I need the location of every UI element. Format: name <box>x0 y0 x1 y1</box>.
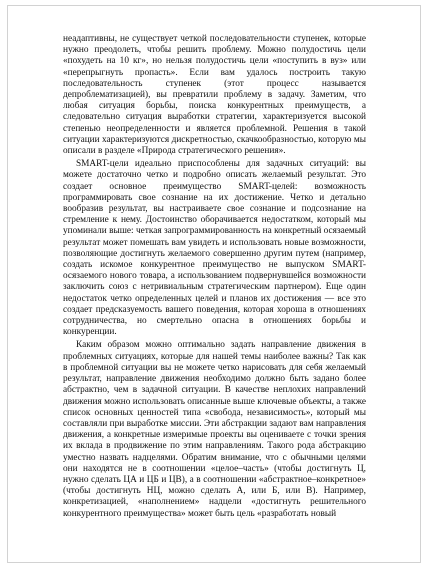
body-text <box>63 34 366 520</box>
document-page <box>7 5 421 563</box>
paragraph-1: неадаптивны, не существует четкой последовательности ступенек, которые нужно преодолеть, чтобы решить проблему. Можно полудостичь цели «похудеть на 10 кг», но нельзя полудостичь цели «поступить в вуз» или «перепрыгнуть пропасть». Если вам удалось построить такую последовательность ступенек (этот процесс называется депроблематизацией), вы превратили проблему в задачу. Заметим, что любая ситуация борьбы, поиска конкурентных преимуществ, а следовательно ситуация выработки стратегии, характеризуется высокой степенью неопределенности и является проблемной. Решения в такой ситуации характеризуются дискретностью, скачкообразностью, которую мы описали в разделе «Природа стратегического решения». <box>63 34 366 157</box>
paragraph-2: SMART-цели идеально приспособлены для задачных ситуаций: вы можете достаточно четко и подробно описать желаемый результат. Это создает основное преимущество SMART-целей: возможность программировать свое сознание на их достижение. Четко и детально вообразив результат, вы настраиваете свое сознание и подсознание на стремление к нему. Достоинство оборачивается недостатком, который мы упоминали выше: четкая запрограммированность на конкретный осязаемый результат может помешать вам увидеть и использовать новые возможности, позволяющие достигнуть желаемого совершенно другим путем (например, создать искомое конкурентное преимущество не выпуском SMART-осязаемого нового товара, а использованием подвернувшейся возможности заключить союз с нетривиальным стратегическим партнером). Еще один недостаток четко определенных целей и планов их достижения — все это создает предсказуемость вашего поведения, которая хороша в отношениях сотрудничества, но смертельно опасна в отношениях борьбы и конкуренции. <box>63 159 366 338</box>
paragraph-3: Каким образом можно оптимально задать направление движения в проблемных ситуациях, которые для нашей темы наиболее важны? Так как в проблемной ситуации вы не можете четко нарисовать для себя желаемый результат, направление движения необходимо должно быть задано более абстрактно, чем в задачной ситуации. В качестве неплохих направлений движения можно использовать описанные выше ключевые объекты, а также список основных ценностей типа «свобода, независимость», который мы составляли при выработке миссии. Эти абстракции задают вам направления движения, а конкретные измеримые проекты вы оцениваете с точки зрения их вклада в продвижение по этим направлениям. Такого рода абстракцию уместно назвать надцелями. Обратим внимание, что с обычными целями они находятся не в соотношении «целое–часть» (чтобы достигнуть Ц, нужно сделать ЦА и ЦБ и ЦВ), а в соотношении «абстрактное–конкретное» (чтобы достигнуть НЦ, можно сделать А, или Б, или В). Например, конкретизацией, «наполнением» надцели «достигнуть решительного конкурентного преимущества» может быть цель «разработать новый <box>63 340 366 519</box>
